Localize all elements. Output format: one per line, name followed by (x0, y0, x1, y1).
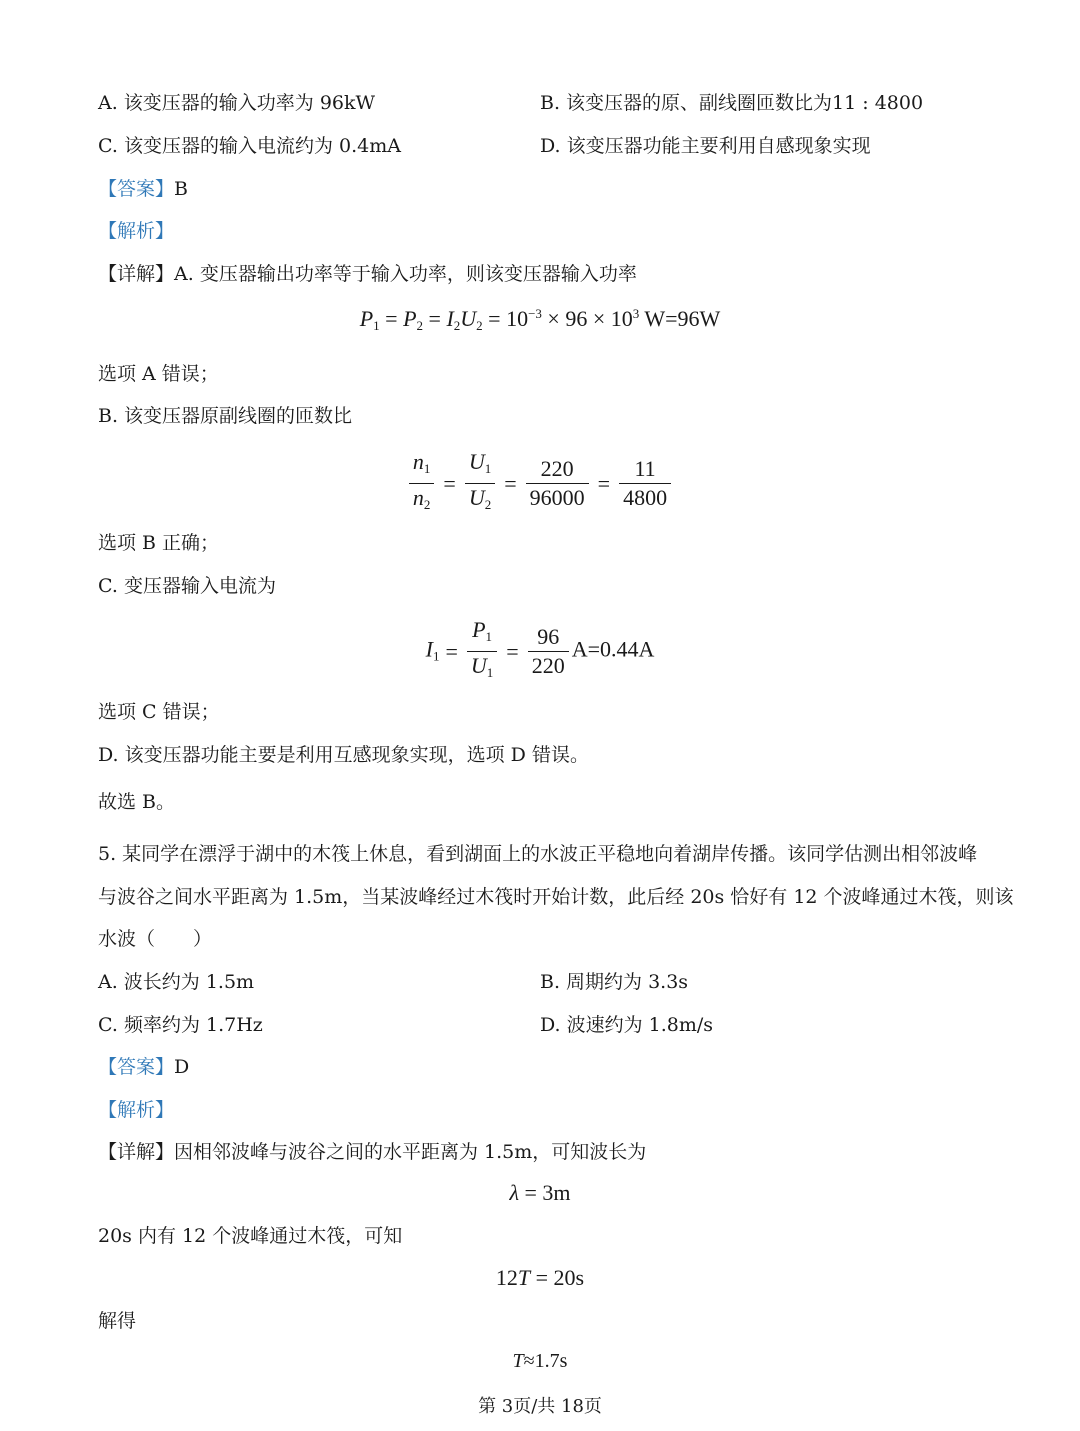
q4-detail-a (98, 260, 637, 288)
q5-option-d: D. 波速约为 1.8m/s (540, 1014, 714, 1036)
page-footer: 第 3页/共 18页 (478, 1396, 602, 1417)
q5-option-c: C. 频率约为 1.7Hz (98, 1014, 263, 1036)
q5-stem-line-2: 与波谷之间水平距离为 1.5m，当某波峰经过木筏时开始计数，此后经 20s 恰好有 12 个波峰通过木筏，则该 (98, 886, 1014, 908)
q4-result-a: 选项 A 错误； (98, 363, 219, 385)
q5-equation-period: 12T = 20s (495, 1265, 585, 1290)
q5-option-b: B. 周期约为 3.3s (540, 971, 689, 993)
q4-detail-b: B. 该变压器原副线圈的匝数比 (98, 405, 353, 427)
answer-tag: 【答案】 (98, 178, 175, 200)
q5-detail-1 (98, 1138, 646, 1166)
q4-equation-turns-ratio: $\frac{n_1}{n_2}$ = $\frac{U_1}{U_2}$ = $\frac{220}{96000}$ = $\frac{11}{4800}$ (0, 448, 1080, 519)
q4-option-a: A. 该变压器的输入功率为 96kW (98, 92, 376, 114)
q4-option-d: D. 该变压器功能主要利用自感现象实现 (540, 135, 871, 157)
q5-equation-wavelength: λ = 3m (509, 1180, 571, 1205)
q4-detail-c: C. 变压器输入电流为 (98, 575, 276, 597)
q4-answer (98, 175, 188, 203)
q4-result-b: 选项 B 正确； (98, 532, 220, 554)
q5-equation-result: T≈1.7s (512, 1350, 568, 1372)
answer-value: B (174, 178, 188, 200)
detail-text: A. 变压器输出功率等于输入功率，则该变压器输入功率 (174, 263, 637, 285)
q5-answer (98, 1053, 189, 1081)
q5-stem-line-1: 5. 某同学在漂浮于湖中的木筏上休息，看到湖面上的水波正平稳地向着湖岸传播。该同学估测出相邻波峰 (98, 843, 978, 865)
detail-tag: 【详解】 (98, 1141, 175, 1163)
q5-option-a: A. 波长约为 1.5m (98, 971, 255, 993)
q5-line-2: 20s 内有 12 个波峰通过木筏，可知 (98, 1225, 403, 1247)
q5-stem-line-3: 水波（ ） (98, 928, 213, 950)
q4-conclusion: 故选 B。 (98, 791, 176, 813)
q4-equation-current: $I_1$ = $\frac{P_1}{U_1}$ = $\frac{96}{220}$ A=0.44A (425, 617, 655, 680)
q4-option-c: C. 该变压器的输入电流约为 0.4mA (98, 135, 401, 157)
q5-solve-label: 解得 (98, 1310, 137, 1332)
answer-tag: 【答案】 (98, 1056, 175, 1078)
q5-analysis-tag: 【解析】 (98, 1099, 175, 1121)
detail-tag: 【详解】 (98, 263, 175, 285)
q4-option-b: B. 该变压器的原、副线圈匝数比为11 : 4800 (540, 92, 924, 114)
detail-text: 因相邻波峰与波谷之间的水平距离为 1.5m，可知波长为 (174, 1141, 647, 1163)
q4-result-c: 选项 C 错误； (98, 701, 220, 723)
q4-detail-d: D. 该变压器功能主要是利用互感现象实现，选项 D 错误。 (98, 744, 589, 766)
answer-value: D (174, 1056, 190, 1078)
q4-equation-power: $P_1 = P_2 = I_2U_2 = 10^{-3} \times 96 \times 10^3$ W=96W (359, 306, 721, 333)
q4-analysis-tag: 【解析】 (98, 220, 175, 242)
